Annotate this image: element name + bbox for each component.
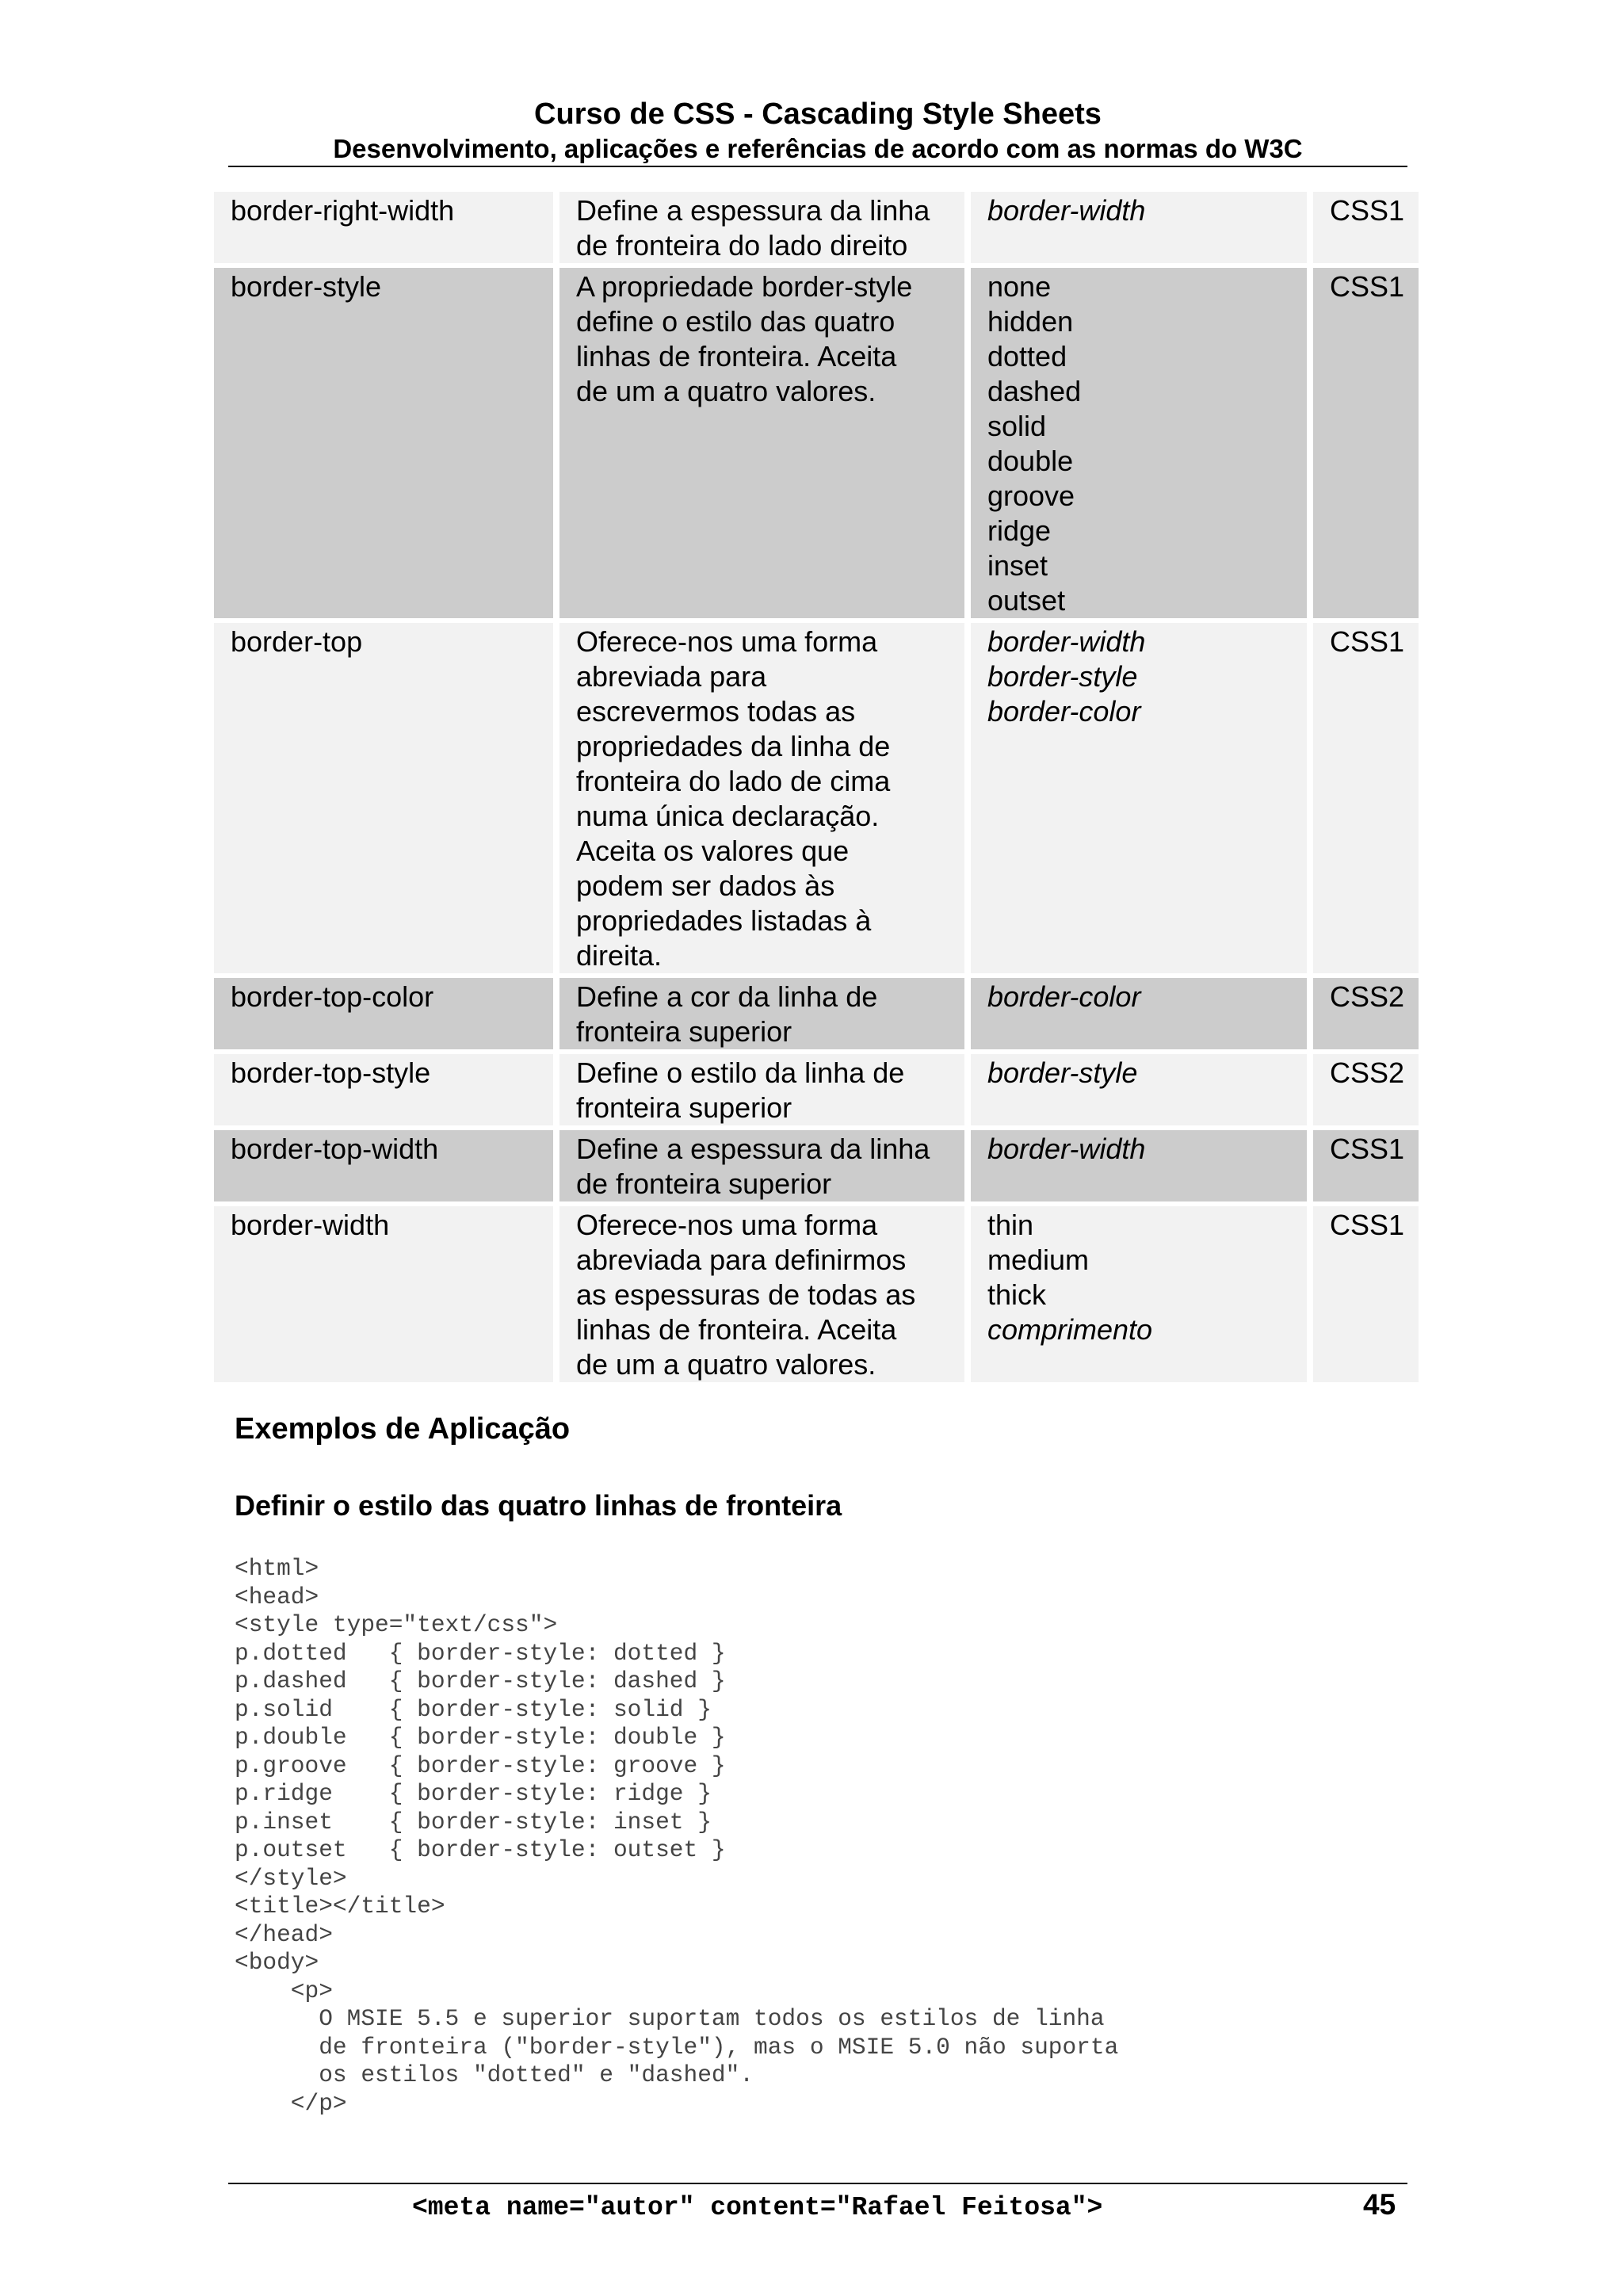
description-line: Define a cor da linha de (576, 980, 878, 1013)
description-line: linhas de fronteira. Aceita (576, 340, 897, 372)
description-line: fronteira do lado de cima (576, 765, 891, 797)
value-item: thin (987, 1209, 1034, 1241)
code-line: <style type="text/css"> (235, 1611, 558, 1638)
table-row (214, 268, 1419, 618)
code-line: p.solid { border-style: solid } (235, 1695, 712, 1723)
table-row (214, 978, 1419, 1049)
value-item: none (987, 270, 1052, 303)
css-version-cell: CSS1 (1313, 268, 1419, 618)
value-item: border-width (987, 625, 1146, 658)
description-line: as espessuras de todas as (576, 1278, 916, 1311)
css-version-cell: CSS2 (1313, 1054, 1419, 1125)
footer-divider (228, 2183, 1407, 2184)
description-line: Define a espessura da linha (576, 1133, 930, 1165)
value-item: dotted (987, 340, 1067, 372)
code-line: </p> (235, 2089, 347, 2117)
code-line: </style> (235, 1864, 347, 1892)
value-item: groove (987, 479, 1075, 512)
document-title: Curso de CSS - Cascading Style Sheets (534, 97, 1102, 131)
code-line: p.outset { border-style: outset } (235, 1836, 726, 1863)
description-line: Aceita os valores que (576, 835, 850, 867)
code-line: </head> (235, 1920, 333, 1948)
css-version-cell: CSS1 (1313, 623, 1419, 973)
properties-table (208, 187, 1425, 1387)
table-row (214, 1054, 1419, 1125)
value-item: solid (987, 410, 1047, 442)
value-item: outset (987, 584, 1066, 617)
value-item: border-width (987, 194, 1146, 227)
description-cell (559, 623, 964, 973)
description-line: propriedades da linha de (576, 730, 891, 762)
code-line: p.inset { border-style: inset } (235, 1808, 712, 1836)
code-line: p.ridge { border-style: ridge } (235, 1780, 712, 1807)
table-row (214, 623, 1419, 973)
property-name-cell: border-right-width (214, 192, 553, 263)
value-item: hidden (987, 305, 1074, 338)
description-line: fronteira superior (576, 1091, 792, 1124)
description-line: abreviada para definirmos (576, 1244, 907, 1276)
value-item: border-style (987, 660, 1138, 693)
code-example (235, 1555, 1118, 2118)
property-name-cell: border-top-width (214, 1130, 553, 1201)
value-item: double (987, 445, 1074, 477)
description-line: direita. (576, 939, 663, 972)
description-line: linhas de fronteira. Aceita (576, 1313, 897, 1346)
table-row (214, 192, 1419, 263)
code-line: p.groove { border-style: groove } (235, 1752, 726, 1779)
description-cell (559, 268, 964, 618)
code-line: <body> (235, 1949, 319, 1976)
value-item: border-style (987, 1056, 1138, 1089)
css-version-cell: CSS1 (1313, 1130, 1419, 1201)
code-line: p.dashed { border-style: dashed } (235, 1668, 726, 1694)
value-item: inset (987, 549, 1048, 582)
description-line: Define o estilo da linha de (576, 1056, 905, 1089)
table-row (214, 1206, 1419, 1382)
code-line: <head> (235, 1583, 319, 1610)
description-line: numa única declaração. (576, 800, 880, 832)
code-line: <p> (235, 1977, 333, 2004)
description-line: A propriedade border-style (576, 270, 913, 303)
css-version-cell: CSS1 (1313, 192, 1419, 263)
css-version-cell: CSS1 (1313, 1206, 1419, 1382)
property-name-cell: border-width (214, 1206, 553, 1382)
property-name-cell: border-top-style (214, 1054, 553, 1125)
description-line: de um a quatro valores. (576, 375, 876, 407)
description-line: de fronteira superior (576, 1167, 832, 1200)
code-line: p.double { border-style: double } (235, 1724, 726, 1751)
footer-meta-text: <meta name="autor" content="Rafael Feitosa"> (412, 2193, 1103, 2222)
values-cell (971, 1054, 1307, 1125)
values-cell (971, 268, 1307, 618)
code-line: de fronteira ("border-style"), mas o MSIE 5.0 não suporta (235, 2033, 1119, 2061)
description-line: Define a espessura da linha (576, 194, 930, 227)
description-cell (559, 978, 964, 1049)
values-cell (971, 1130, 1307, 1201)
page-number: 45 (1363, 2188, 1396, 2221)
values-cell (971, 192, 1307, 263)
description-cell (559, 1206, 964, 1382)
value-item: border-color (987, 695, 1141, 728)
value-item: medium (987, 1244, 1090, 1276)
description-cell (559, 192, 964, 263)
header-divider (228, 166, 1407, 167)
values-cell (971, 978, 1307, 1049)
description-cell (559, 1054, 964, 1125)
description-line: propriedades listadas à (576, 904, 872, 937)
property-name-cell: border-top-color (214, 978, 553, 1049)
css-version-cell: CSS2 (1313, 978, 1419, 1049)
subsection-title: Definir o estilo das quatro linhas de fronteira (235, 1489, 842, 1522)
description-line: de um a quatro valores. (576, 1348, 876, 1381)
value-item: comprimento (987, 1313, 1153, 1346)
code-line: os estilos "dotted" e "dashed". (235, 2061, 754, 2088)
property-name-cell: border-top (214, 623, 553, 973)
table-row (214, 1130, 1419, 1201)
description-line: Oferece-nos uma forma (576, 625, 878, 658)
page-header (228, 95, 1407, 165)
code-line: O MSIE 5.5 e superior suportam todos os estilos de linha (235, 2005, 1105, 2032)
description-line: escrevermos todas as (576, 695, 856, 728)
values-cell (971, 623, 1307, 973)
description-line: abreviada para (576, 660, 767, 693)
values-cell (971, 1206, 1307, 1382)
value-item: ridge (987, 514, 1052, 547)
description-line: de fronteira do lado direito (576, 229, 908, 262)
code-line: <html> (235, 1555, 319, 1582)
document-subtitle: Desenvolvimento, aplicações e referências de acordo com as normas do W3C (333, 134, 1303, 163)
description-line: fronteira superior (576, 1015, 792, 1048)
code-line: p.dotted { border-style: dotted } (235, 1639, 726, 1667)
property-name-cell: border-style (214, 268, 553, 618)
value-item: border-width (987, 1133, 1146, 1165)
code-line: <title></title> (235, 1893, 445, 1920)
value-item: thick (987, 1278, 1047, 1311)
description-line: podem ser dados às (576, 869, 835, 902)
value-item: border-color (987, 980, 1141, 1013)
description-cell (559, 1130, 964, 1201)
description-line: Oferece-nos uma forma (576, 1209, 878, 1241)
section-title: Exemplos de Aplicação (235, 1412, 571, 1446)
value-item: dashed (987, 375, 1082, 407)
description-line: define o estilo das quatro (576, 305, 896, 338)
